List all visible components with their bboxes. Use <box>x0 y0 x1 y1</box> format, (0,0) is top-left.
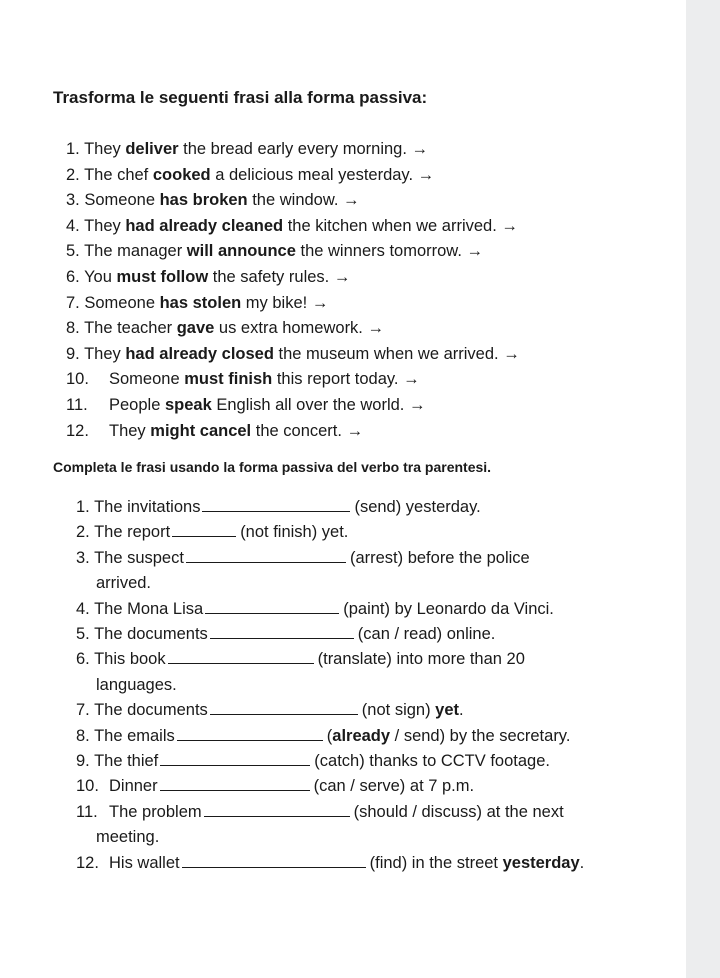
answer-blank[interactable] <box>204 815 350 817</box>
list-item: 1. They deliver the bread early every morning. → <box>66 140 429 158</box>
answer-blank[interactable] <box>210 713 358 715</box>
list-item: 5. The documents (can / read) online. <box>76 625 496 644</box>
list-item: 11. The problem (should / discuss) at the next meeting. <box>76 802 564 847</box>
list-item: 4. The Mona Lisa (paint) by Leonardo da Vinci. <box>76 599 554 618</box>
list-item: 6. You must follow the safety rules. → <box>66 267 351 286</box>
answer-blank[interactable] <box>168 662 314 664</box>
list-item: 1. The invitations (send) yesterday. <box>76 498 481 516</box>
arrow-icon: → <box>408 395 426 414</box>
arrow-icon: → <box>343 191 360 210</box>
list-item: 12. His wallet (find) in the street yesterday. <box>76 853 585 872</box>
exercise1-title: Trasforma le seguenti frasi alla forma passiva: <box>53 88 428 107</box>
list-item: 10. Dinner (can / serve) at 7 p.m. <box>76 777 475 796</box>
arrow-icon: → <box>346 421 364 440</box>
list-item: 7. The documents (not sign) yet. <box>76 701 464 720</box>
list-item: 2. The chef cooked a delicious meal yesterday. → <box>66 165 435 184</box>
list-item: 12. They might cancel the concert. → <box>66 421 364 440</box>
list-item: 8. The teacher gave us extra homework. → <box>66 319 384 338</box>
list-item: 9. They had already closed the museum when we arrived. → <box>66 344 520 363</box>
answer-blank[interactable] <box>177 739 323 741</box>
arrow-icon: → <box>311 293 329 312</box>
viewer-side-strip <box>686 0 720 978</box>
answer-blank[interactable] <box>160 789 310 791</box>
list-item: 4. They had already cleaned the kitchen when we arrived. → <box>66 216 518 235</box>
answer-blank[interactable] <box>182 866 366 868</box>
list-item: 2. The report (not finish) yet. <box>76 523 349 542</box>
arrow-icon: → <box>333 267 351 286</box>
list-item: 9. The thief (catch) thanks to CCTV footage. <box>76 752 550 771</box>
list-item: 3. Someone has broken the window. → <box>66 191 360 210</box>
exercise2-list <box>76 495 676 876</box>
arrow-icon: → <box>417 165 435 184</box>
answer-blank[interactable] <box>205 612 339 614</box>
arrow-icon: → <box>403 370 420 389</box>
arrow-icon: → <box>503 344 520 363</box>
answer-blank[interactable] <box>210 637 354 639</box>
list-item: 3. The suspect (arrest) before the police arrived. <box>76 548 530 593</box>
exercise1-list <box>66 137 676 444</box>
arrow-icon: → <box>466 242 483 261</box>
arrow-icon: → <box>411 140 429 158</box>
list-item: 6. This book (translate) into more than 20 languages. <box>76 650 525 694</box>
list-item: 7. Someone has stolen my bike! → <box>66 293 329 312</box>
answer-blank[interactable] <box>186 561 346 563</box>
answer-blank[interactable] <box>172 535 236 537</box>
arrow-icon: → <box>501 216 518 235</box>
list-item: 8. The emails (already / send) by the secretary. <box>76 726 571 745</box>
answer-blank[interactable] <box>202 510 350 512</box>
list-item: 5. The manager will announce the winners tomorrow. → <box>66 242 483 261</box>
list-item: 11. People speak English all over the world. → <box>66 395 426 414</box>
arrow-icon: → <box>367 319 384 338</box>
list-item: 10. Someone must finish this report today. → <box>66 370 420 389</box>
exercise2-title: Completa le frasi usando la forma passiva del verbo tra parentesi. <box>53 459 492 475</box>
answer-blank[interactable] <box>160 764 310 766</box>
